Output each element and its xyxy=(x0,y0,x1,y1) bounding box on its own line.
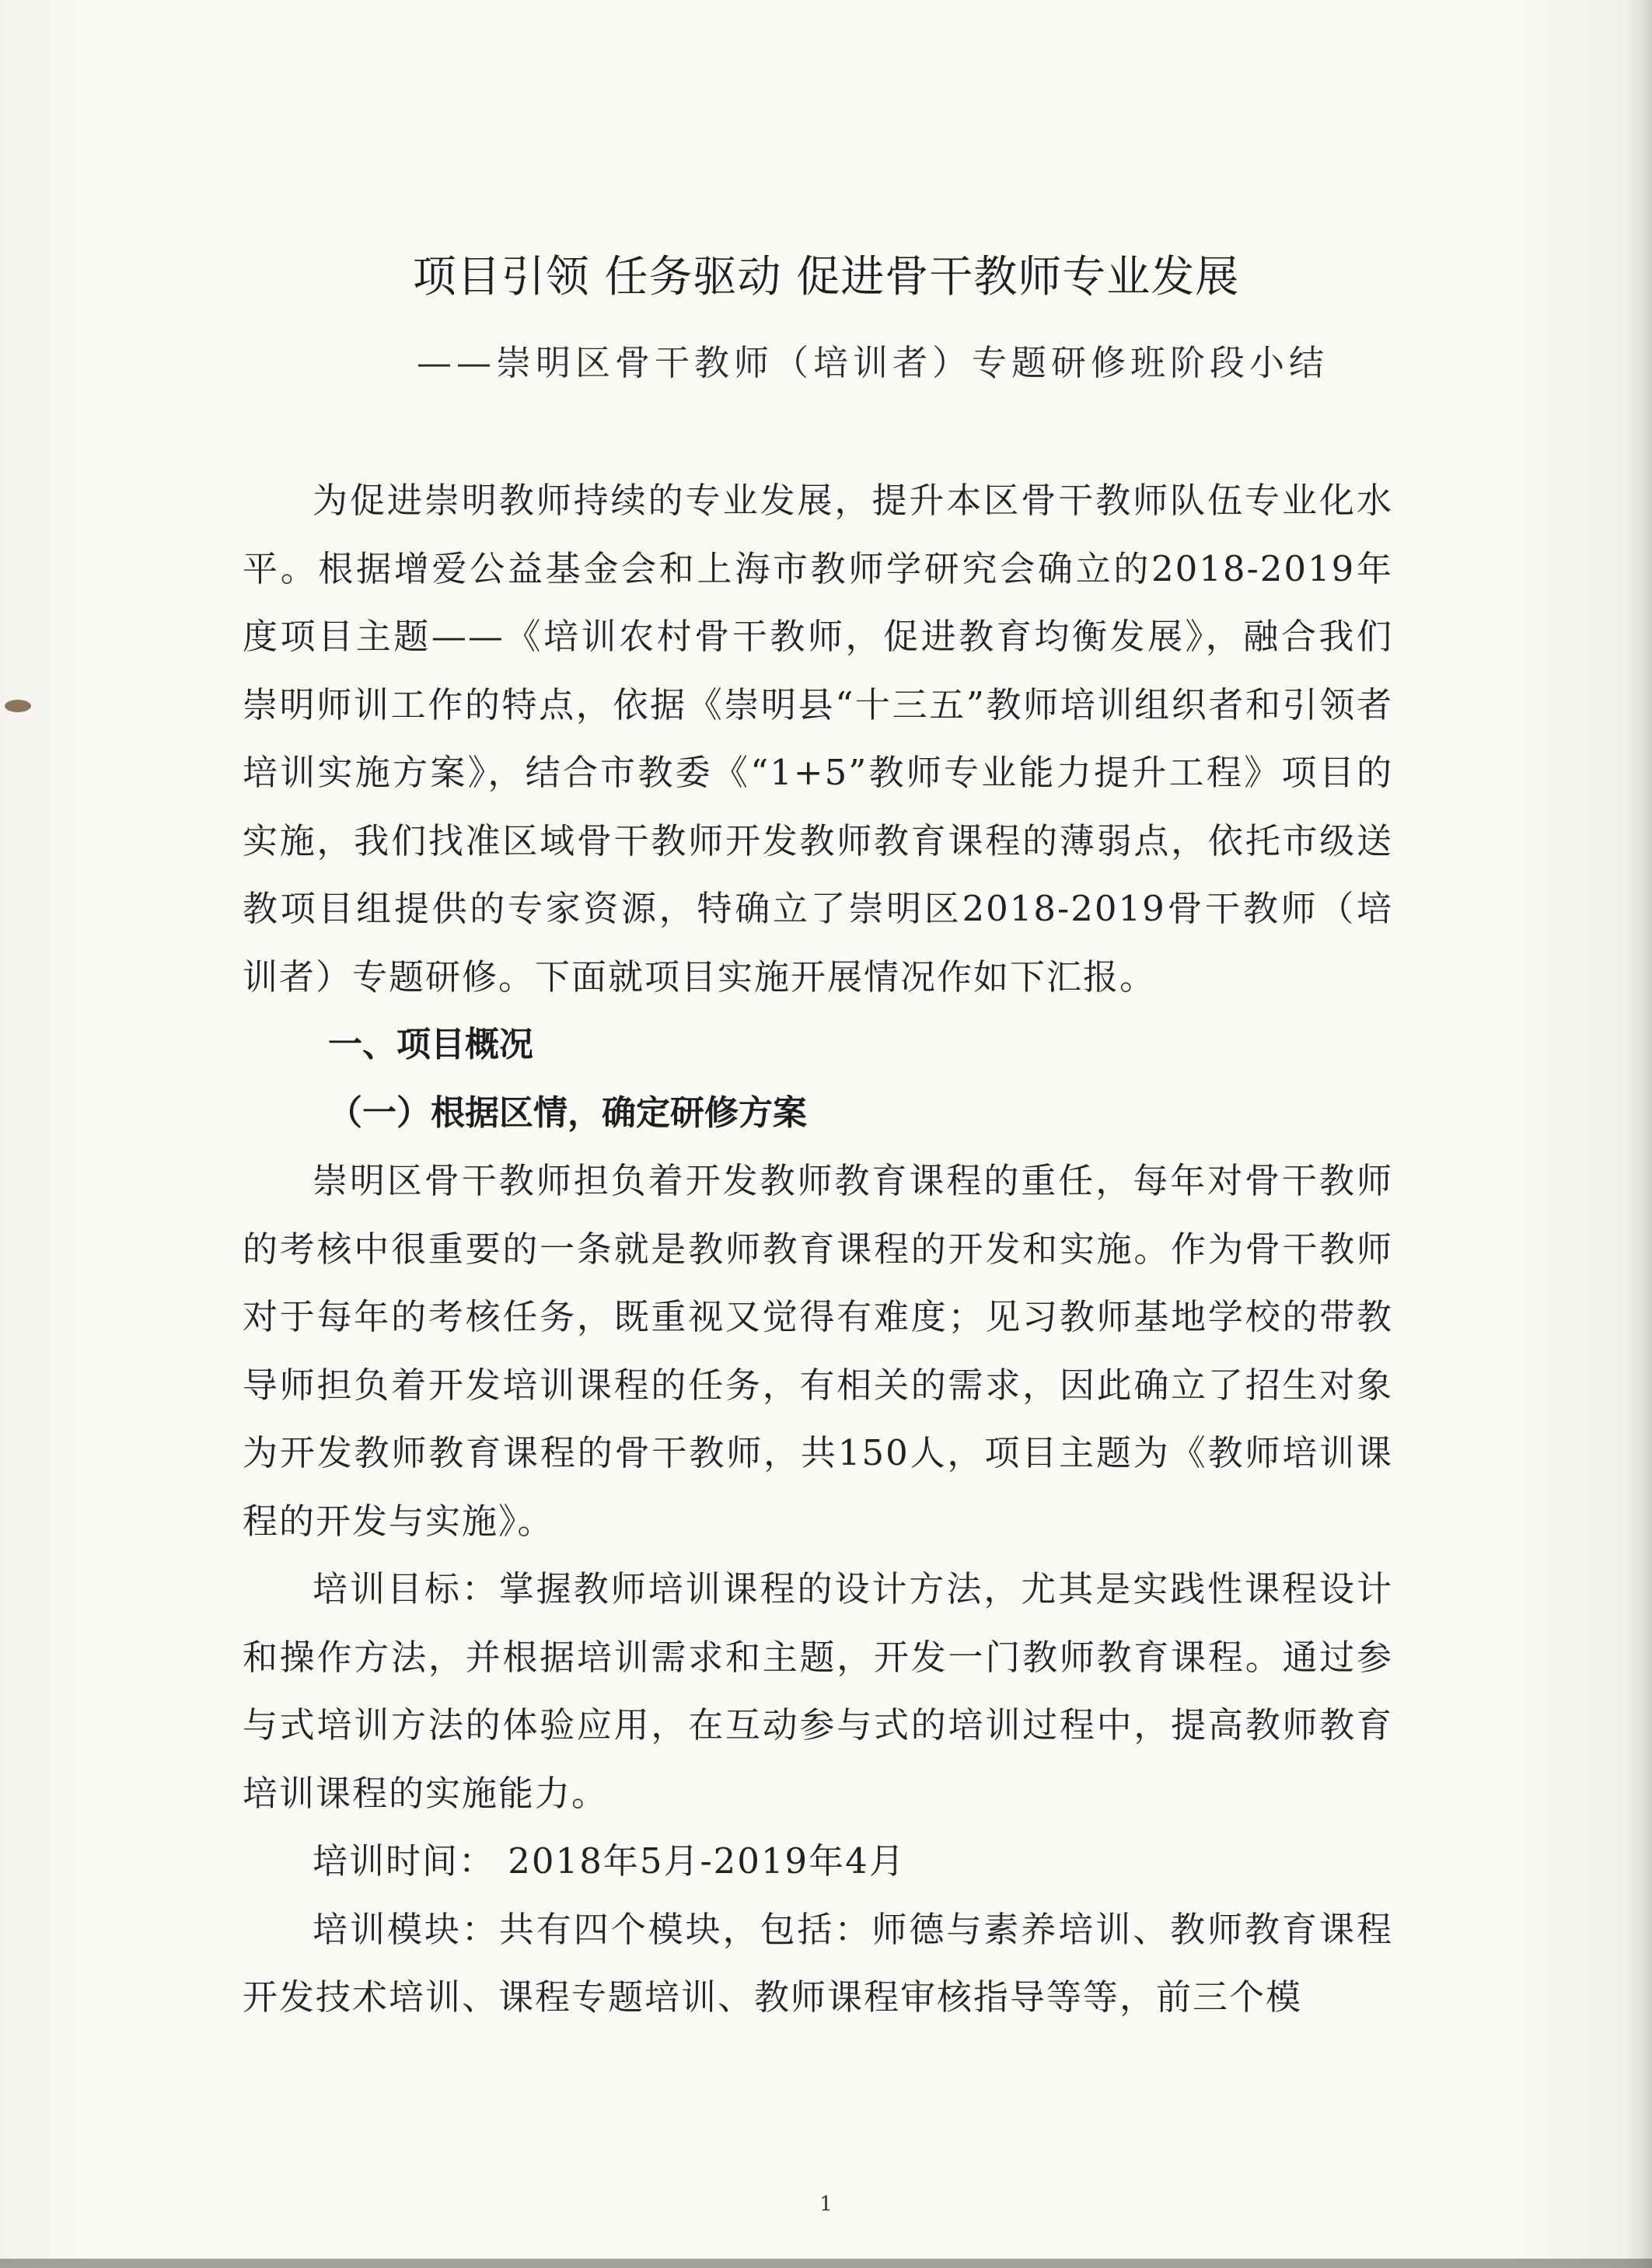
training-module-paragraph: 培训模块：共有四个模块，包括：师德与素养培训、教师教育课程开发技术培训、课程专题培训、教师课程审核指导等等，前三个模 xyxy=(243,1908,1393,2018)
training-goal-paragraph: 培训目标：掌握教师培训课程的设计方法，尤其是实践性课程设计和操作方法，并根据培训需求和主题，开发一门教师教育课程。通过参与式培训方法的体验应用，在互动参与式的培训过程中，提高教师教育培训课程的实施能力。 xyxy=(243,1568,1393,1814)
subsection-heading: （一）根据区情，确定研修方案 xyxy=(328,1092,807,1133)
document-title: 项目引领 任务驱动 促进骨干教师专业发展 xyxy=(412,252,1240,302)
section-heading: 一、项目概况 xyxy=(328,1025,533,1064)
document-body xyxy=(243,467,1393,2032)
page-bottom-edge xyxy=(0,2259,1652,2268)
document-subtitle: ——崇明区骨干教师（培训者）专题研修班阶段小结 xyxy=(416,342,1329,383)
binding-hole-mark xyxy=(5,700,31,712)
intro-paragraph: 为促进崇明教师持续的专业发展，提升本区骨干教师队伍专业化水平。根据增爱公益基金会和上海市教师学研究会确立的2018-2019年度项目主题——《培训农村骨干教师，促进教育均衡发展》，融合我们崇明师训工作的特点，依据《崇明县“十三五”教师培训组织者和引领者培训实施方案》，结合市教委《“1+5”教师专业能力提升工程》项目的实施，我们找准区域骨干教师开发教师教育课程的薄弱点，依托市级送教项目组提供的专家资源，特确立了崇明区2018-2019骨干教师（培训者）专题研修。下面就项目实施开展情况作如下汇报。 xyxy=(243,480,1393,998)
page-number: 1 xyxy=(819,2193,833,2216)
body-paragraph: 崇明区骨干教师担负着开发教师教育课程的重任，每年对骨干教师的考核中很重要的一条就是教师教育课程的开发和实施。作为骨干教师对于每年的考核任务，既重视又觉得有难度；见习教师基地学校的带教导师担负着开发培训课程的任务，有相关的需求，因此确立了招生对象为开发教师教育课程的骨干教师，共150人，项目主题为《教师培训课程的开发与实施》。 xyxy=(243,1160,1393,1542)
training-time-paragraph: 培训时间： 2018年5月-2019年4月 xyxy=(313,1840,906,1882)
